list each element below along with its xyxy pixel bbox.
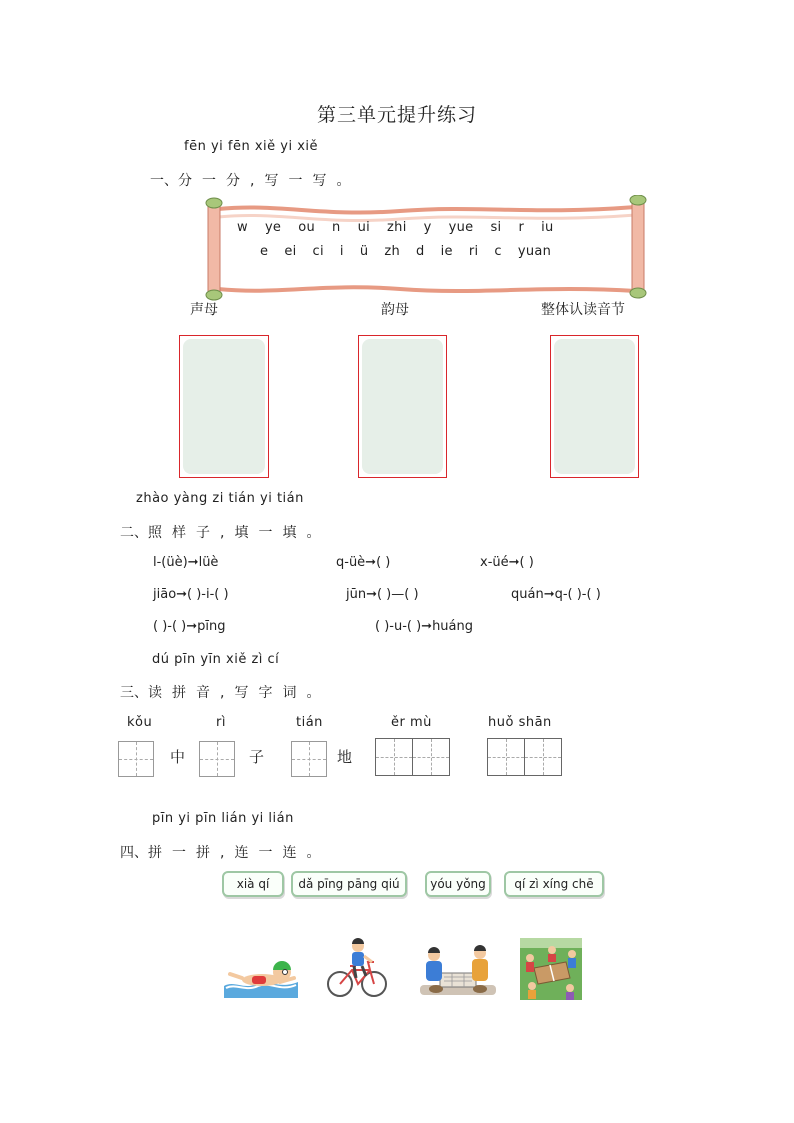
fill-q-ue[interactable]: q-üè➞( ): [336, 555, 391, 570]
section1-heading-char: 写: [312, 173, 337, 189]
card-youyong[interactable]: yóu yǒng: [425, 871, 491, 897]
section3-heading-char: 音: [196, 685, 220, 701]
scroll-row2: [260, 244, 567, 259]
scroll-letter[interactable]: y: [423, 220, 432, 235]
section2-heading-char: 填: [282, 525, 307, 541]
scroll-letter[interactable]: ri: [468, 244, 479, 259]
scroll-letter[interactable]: ie: [440, 244, 453, 259]
section4-heading-char: 一: [258, 845, 283, 861]
section4-heading-char: 拼: [148, 845, 172, 861]
writing-box-tian[interactable]: [291, 741, 327, 777]
fill-jun[interactable]: jūn➞( )—( ): [346, 587, 419, 602]
scroll-letter[interactable]: zhi: [387, 220, 407, 235]
category-label-initials: 声母: [190, 302, 218, 318]
section3-pinyin: dú pīn yīn xiě zì cí: [152, 652, 280, 667]
scroll-letter[interactable]: zh: [384, 244, 401, 259]
section3-heading: [120, 682, 330, 702]
section4-heading-char: 。: [306, 845, 331, 861]
scroll-letter[interactable]: si: [490, 220, 502, 235]
writing-box-er[interactable]: [375, 738, 413, 776]
section3-heading-char: 词: [282, 685, 307, 701]
section3-heading-char: ,写: [220, 685, 259, 701]
char-zhong: 中: [170, 748, 186, 766]
section1-heading-char: ,写: [250, 173, 289, 189]
section2-heading-char: ,填: [220, 525, 259, 541]
scroll-letter[interactable]: ci: [312, 244, 324, 259]
card-xiaqi[interactable]: xià qí: [222, 871, 284, 897]
swimming-picture[interactable]: [222, 950, 300, 1000]
table-tennis-picture[interactable]: [520, 938, 582, 1000]
card-qizixingche[interactable]: qí zì xíng chē: [504, 871, 604, 897]
fill-quan[interactable]: quán➞q-( )-( ): [511, 587, 601, 602]
fill-ping[interactable]: ( )-( )➞pīng: [153, 619, 226, 634]
scroll-letter[interactable]: ü: [359, 244, 369, 259]
scroll-letter[interactable]: ye: [264, 220, 282, 235]
section2-pinyin: zhào yàng zi tián yi tián: [136, 491, 304, 506]
word-pinyin-kou: kǒu: [127, 715, 153, 730]
answer-box-initials[interactable]: [179, 335, 269, 478]
writing-box-shan[interactable]: [524, 738, 562, 776]
section3-heading-chars: [148, 685, 330, 701]
section4-number: 四、: [120, 845, 148, 861]
section1-heading-chars: [178, 173, 360, 189]
writing-box-kou[interactable]: [118, 741, 154, 777]
chess-picture[interactable]: [418, 945, 498, 997]
fill-jiao[interactable]: jiāo➞( )-i-( ): [153, 587, 229, 602]
scroll-letter[interactable]: ou: [298, 220, 316, 235]
example-line: l-(üè)➞lüè: [153, 555, 219, 570]
section2-heading-char: 照: [148, 525, 172, 541]
writing-box-ri[interactable]: [199, 741, 235, 777]
char-di: 地: [337, 748, 353, 766]
page-title: 第三单元提升练习: [316, 104, 477, 126]
category-label-whole-syllables: 整体认读音节: [541, 302, 625, 318]
section1-number: 一、: [150, 173, 178, 189]
section3-heading-char: 。: [306, 685, 331, 701]
section1-heading-char: 分: [178, 173, 202, 189]
scroll-letter[interactable]: yue: [448, 220, 474, 235]
section3-number: 三、: [120, 685, 148, 701]
section1-pinyin: fēn yi fēn xiě yi xiě: [184, 139, 319, 154]
scroll-letter[interactable]: i: [339, 244, 344, 259]
category-label-finals: 韵母: [381, 302, 409, 318]
word-pinyin-tian: tián: [296, 715, 323, 730]
section4-heading-chars: [148, 845, 330, 861]
scroll-letter[interactable]: iu: [541, 220, 554, 235]
section4-heading-char: 拼: [196, 845, 220, 861]
section1-heading-char: 。: [336, 173, 361, 189]
section2-number: 二、: [120, 525, 148, 541]
word-pinyin-ri: rì: [216, 715, 226, 730]
scroll-letter[interactable]: w: [237, 220, 248, 235]
card-dapingpangqiu[interactable]: dǎ pīng pāng qiú: [291, 871, 407, 897]
scroll-letter[interactable]: yuan: [517, 244, 552, 259]
section3-heading-char: 字: [258, 685, 283, 701]
char-zi: 子: [249, 748, 265, 766]
section4-heading: [120, 842, 330, 862]
answer-box-whole-syllables[interactable]: [550, 335, 639, 478]
section2-heading-char: 一: [258, 525, 283, 541]
section4-heading-char: 一: [172, 845, 196, 861]
section1-heading: [150, 170, 360, 190]
section3-heading-char: 读: [148, 685, 172, 701]
fill-huang[interactable]: ( )-u-( )➞huáng: [375, 619, 474, 634]
scroll-letter[interactable]: e: [260, 244, 269, 259]
section4-pinyin: pīn yi pīn lián yi lián: [152, 811, 294, 826]
fill-x-ue[interactable]: x-üé➞( ): [480, 555, 534, 570]
section2-heading-char: 样: [172, 525, 196, 541]
word-pinyin-ermu: ěr mù: [391, 715, 432, 730]
answer-box-finals[interactable]: [358, 335, 447, 478]
scroll-letter[interactable]: n: [332, 220, 341, 235]
writing-box-mu[interactable]: [412, 738, 450, 776]
section4-heading-char: ,连: [220, 845, 259, 861]
section4-heading-char: 连: [282, 845, 307, 861]
section2-heading-char: 子: [196, 525, 220, 541]
word-pinyin-huoshan: huǒ shān: [488, 715, 552, 730]
cycling-picture[interactable]: [326, 938, 388, 1000]
scroll-letter[interactable]: ei: [284, 244, 297, 259]
section1-heading-char: 一: [202, 173, 226, 189]
section3-heading-char: 拼: [172, 685, 196, 701]
scroll-letter[interactable]: c: [494, 244, 502, 259]
section1-heading-char: 一: [288, 173, 313, 189]
scroll-row1: [237, 220, 571, 235]
section2-heading-chars: [148, 525, 330, 541]
scroll-letter[interactable]: ui: [357, 220, 371, 235]
scroll-letter[interactable]: r: [518, 220, 525, 235]
section2-heading-char: 。: [306, 525, 331, 541]
writing-box-huo[interactable]: [487, 738, 525, 776]
section2-heading: [120, 522, 330, 542]
section1-heading-char: 分: [226, 173, 250, 189]
scroll-letter[interactable]: d: [416, 244, 425, 259]
